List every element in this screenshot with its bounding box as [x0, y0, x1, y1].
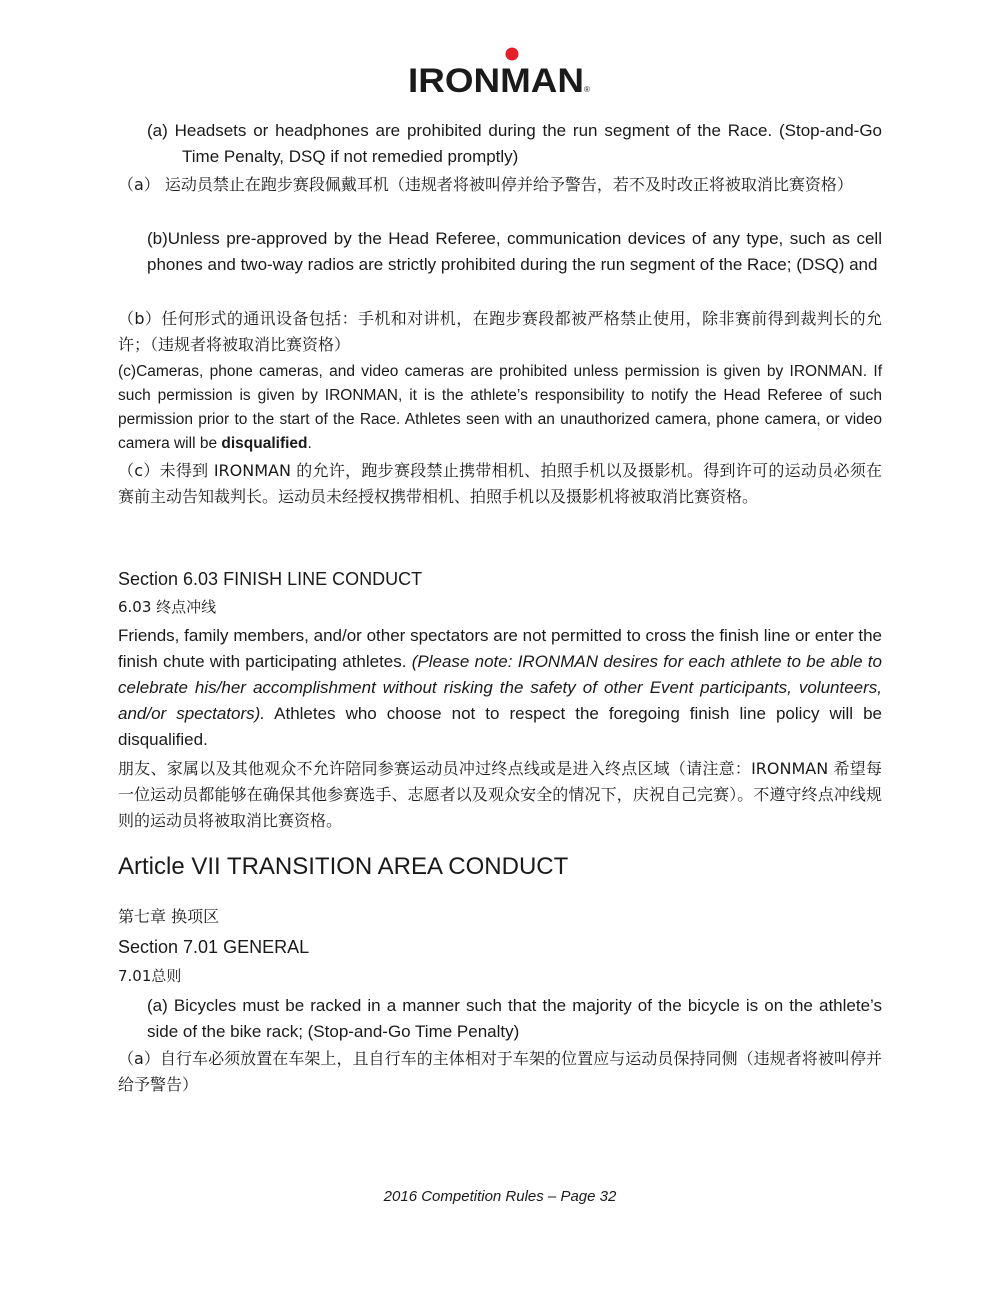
section-603-tail: .	[203, 730, 208, 749]
section-603-note: (Please note: IRONMAN desires for each athlete to be able to celebrate his/her accomplishment without risking the safety of other Event participants, volunteers, and/or spectators).	[118, 652, 882, 723]
rule-b-zh: （b）任何形式的通讯设备包括：手机和对讲机，在跑步赛段都被严格禁止使用，除非赛前得到裁判长的允许；（违规者将被取消比赛资格）	[118, 309, 882, 354]
article-7-heading: Article VII TRANSITION AREA CONDUCT	[118, 853, 569, 880]
section-701-rule-a-penalty: (Stop-and-Go Time Penalty)	[307, 1022, 520, 1041]
ironman-logo-text: IRONMAN	[408, 62, 584, 96]
section-701-heading-zh: 7.01总则	[118, 967, 182, 985]
section-701-rule-a	[147, 993, 882, 1045]
rule-b-penalty: (DSQ)	[796, 255, 845, 274]
rule-c-zh: （c）未得到 IRONMAN 的允许，跑步赛段禁止携带相机、拍照手机以及摄影机。得到许可的运动员必须在赛前主动告知裁判长。运动员未经授权携带相机、拍照手机以及摄影机将被取消比赛资格。	[118, 461, 882, 506]
section-701-heading: Section 7.01 GENERAL	[118, 937, 310, 957]
rule-b-paragraph	[147, 226, 882, 278]
rule-c-paragraph	[118, 360, 882, 456]
section-603-heading-zh: 6.03 终点冲线	[118, 598, 217, 616]
rule-b-tail: and	[844, 255, 878, 274]
page-footer: 2016 Competition Rules – Page 32	[383, 1188, 617, 1205]
section-603-penalty: disqualified	[118, 730, 204, 749]
section-603-text2: Athletes who choose not to respect the foregoing finish line policy will be	[265, 704, 882, 723]
rule-a-paragraph	[147, 118, 882, 170]
rule-c-tail: .	[307, 435, 312, 452]
section-603-zh: 朋友、家属以及其他观众不允许陪同参赛运动员冲过终点线或是进入终点区域（请注意：IRONMAN 希望每一位运动员都能够在确保其他参赛选手、志愿者以及观众安全的情况下，庆祝自己完赛）。不遵守终点冲线规则的运动员将被取消比赛资格。	[118, 759, 882, 830]
registered-mark: ®	[584, 85, 590, 94]
section-603-text1: Friends, family members, and/or other spectators are not permitted to cross the finish line or enter the finish chute with participating athletes.	[118, 626, 882, 671]
rule-a-penalty: (Stop-and-Go Time Penalty, DSQ if not remedied promptly)	[182, 121, 882, 166]
rule-a-text: (a) Headsets or headphones are prohibited during the run segment of the Race.	[147, 121, 779, 140]
section-701-rule-a-text: (a) Bicycles must be racked in a manner such that the majority of the bicycle is on the athlete’s side of the bike rack;	[147, 996, 882, 1041]
rule-b-text: (b)Unless pre-approved by the Head Referee, communication devices of any type, such as cell phones and two-way radios are strictly prohibited during the run segment of the Race;	[147, 229, 882, 274]
section-603-paragraph	[118, 623, 882, 753]
ironman-logo	[408, 46, 592, 96]
rule-a-zh: （a） 运动员禁止在跑步赛段佩戴耳机（违规者将被叫停并给予警告，若不及时改正将被取消比赛资格）	[118, 175, 853, 194]
rule-c-penalty: disqualified	[221, 435, 308, 452]
article-7-heading-zh: 第七章 换项区	[118, 907, 220, 926]
section-603-heading: Section 6.03 FINISH LINE CONDUCT	[118, 569, 423, 589]
section-701-rule-a-zh: （a）自行车必须放置在车架上，且自行车的主体相对于车架的位置应与运动员保持同侧（违规者将被叫停并给予警告）	[118, 1049, 882, 1094]
rule-c-text: (c)Cameras, phone cameras, and video cameras are prohibited unless permission is given by IRONMAN. If such permission is given by IRONMAN, it is the athlete’s responsibility to notify the Head Referee of such permission prior to the start of the Race. Athletes seen with an unauthorized camera, phone camera, or video camera will be	[118, 363, 882, 452]
